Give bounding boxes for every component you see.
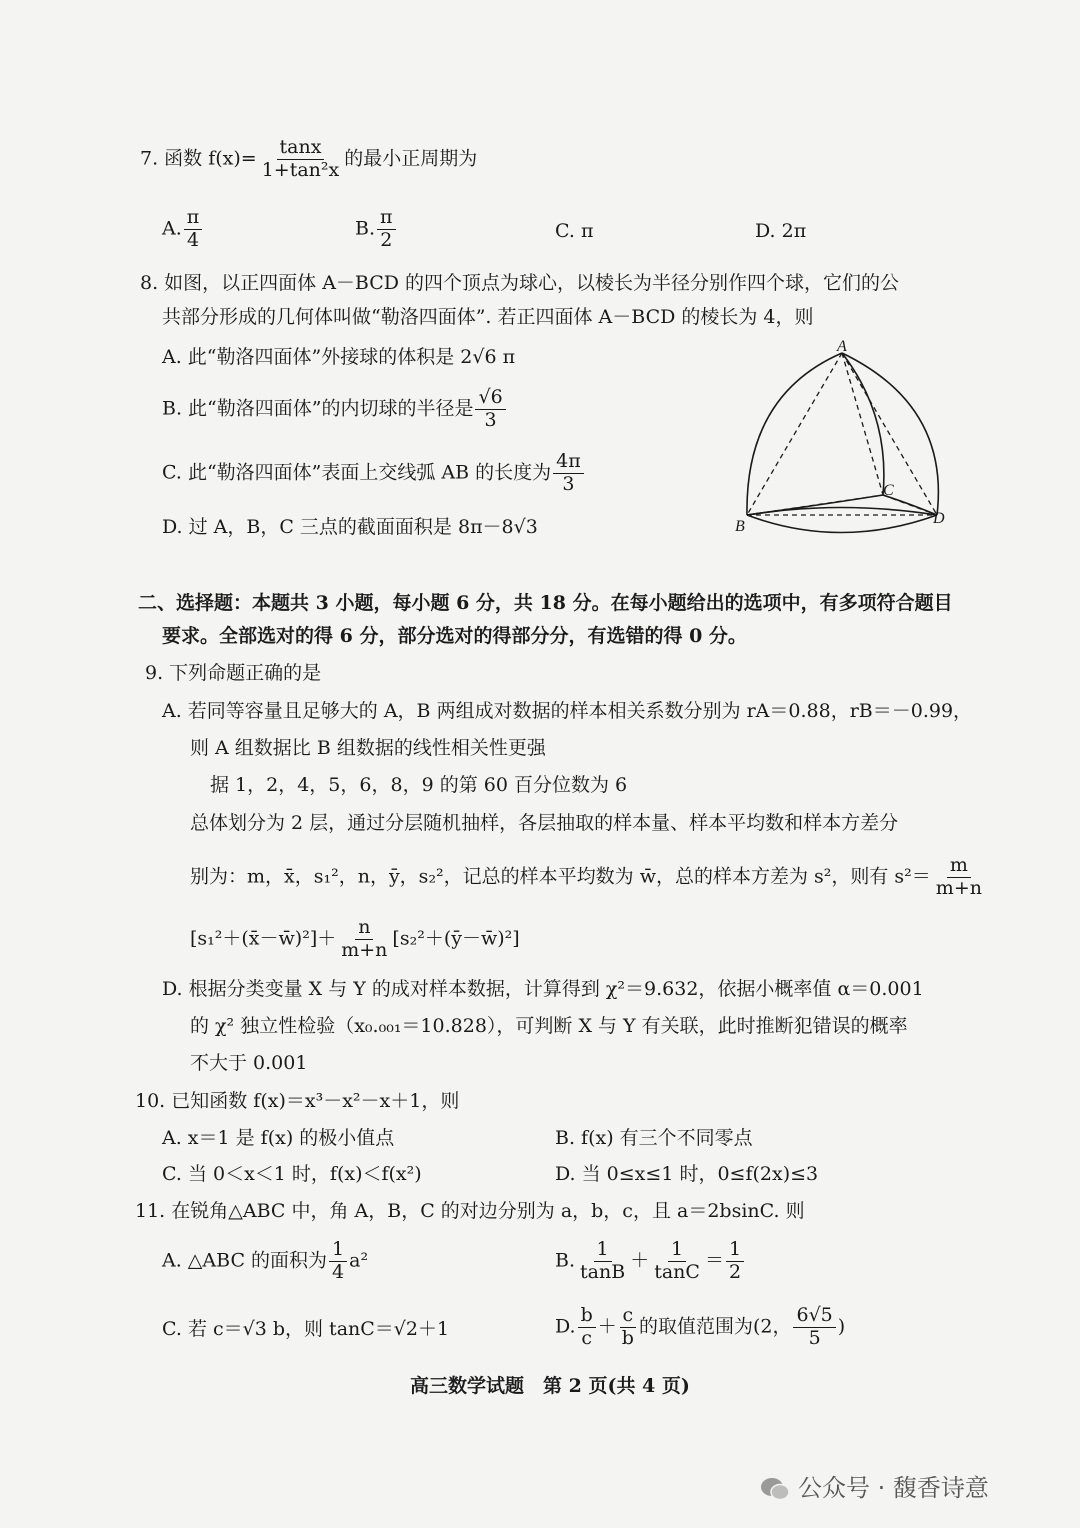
q10-option-c: C. 当 0＜x＜1 时，f(x)＜f(x²) <box>162 1163 422 1185</box>
q8-line1: 8. 如图，以正四面体 A－BCD 的四个顶点为球心，以棱长为半径分别作四个球，它们的公 <box>140 272 900 294</box>
q8-option-c: C. 此“勒洛四面体”表面上交线弧 AB 的长度为 $\frac{4\pi}{3}$ <box>162 452 586 495</box>
q8-option-a: A. 此“勒洛四面体”外接球的体积是 2√6 π <box>162 346 516 368</box>
q8-option-b: B. 此“勒洛四面体”的内切球的半径是 $\frac{√6}{3}$ <box>162 388 508 431</box>
q7-option-a: A. $\frac{\pi}{4}$ <box>162 208 204 251</box>
q9-option-d-line2: 的 χ² 独立性检验（x₀.₀₀₁＝10.828），可判断 X 与 Y 有关联，此时推断犯错误的概率 <box>190 1015 908 1037</box>
q7-fraction: $\frac{\tan x}{\text{1+tan²x}}$ <box>261 136 340 181</box>
q9-option-c-line2: 别为：m，x̄，s₁²，n，ȳ，s₂²，记总的样本平均数为 w̄，总的样本方差为 s²，则有 s²＝ $\frac{m}{m+n}$ <box>190 854 982 899</box>
arc-b-d-lower <box>747 515 937 533</box>
q11-option-d: D. $\frac{b}{c}$ ＋ $\frac{c}{b}$ 的取值范围为(2， $\frac{6√5}{5}$ ) <box>555 1304 846 1349</box>
vertex-c-label: C <box>883 482 894 499</box>
q9-option-b: 据 1，2，4，5，6，8，9 的第 60 百分位数为 6 <box>210 774 628 796</box>
q9-option-a-line2: 则 A 组数据比 B 组数据的线性相关性更强 <box>190 737 546 759</box>
edge-a-b <box>747 353 842 515</box>
q11-option-c: C. 若 c＝√3 b，则 tanC＝√2＋1 <box>162 1318 450 1340</box>
q10-option-a: A. x＝1 是 f(x) 的极小值点 <box>162 1127 395 1149</box>
q11-option-b: B. $\frac{1}{\tan B}$ ＋ $\frac{1}{\tan C}$ ＝ $\frac{1}{2}$ <box>555 1240 746 1283</box>
q9-option-d-line1: D. 根据分类变量 X 与 Y 的成对样本数据，计算得到 χ²＝9.632，依据小概率值 α＝0.001 <box>162 978 924 1000</box>
section2-line2: 要求。全部选对的得 6 分，部分选对的得部分分，有选错的得 0 分。 <box>162 625 747 647</box>
page-footer: 高三数学试题 第 2 页(共 4 页) <box>410 1375 690 1397</box>
q7-stem: 7. 函数 f(x)= $\frac{\tan x}{\text{1+tan²x}}$ 的最小正周期为 <box>140 136 478 181</box>
q7-option-c: C. π <box>555 220 594 242</box>
section2-line1: 二、选择题：本题共 3 小题，每小题 6 分，共 18 分。在每小题给出的选项中，有多项符合题目 <box>138 592 953 614</box>
vertex-b-label: B <box>735 518 745 535</box>
q10-stem: 10. 已知函数 f(x)＝x³－x²－x＋1，则 <box>135 1090 460 1112</box>
q8-option-d: D. 过 A，B，C 三点的截面面积是 8π－8√3 <box>162 516 538 538</box>
q9-option-c-line1: 总体划分为 2 层，通过分层随机抽样，各层抽取的样本量、样本平均数和样本方差分 <box>190 812 899 834</box>
q9-option-d-line3: 不大于 0.001 <box>190 1052 308 1074</box>
q9-option-a-line1: A. 若同等容量且足够大的 A，B 两组成对数据的样本相关系数分别为 rA＝0.88，rB＝－0.99， <box>162 700 973 722</box>
q11-stem: 11. 在锐角△ABC 中，角 A，B，C 的对边分别为 a，b，c，且 a＝2bsinC. 则 <box>135 1200 805 1222</box>
q10-option-b: B. f(x) 有三个不同零点 <box>555 1127 753 1149</box>
q8-line2: 共部分形成的几何体叫做“勒洛四面体”. 若正四面体 A－BCD 的棱长为 4，则 <box>162 306 814 328</box>
q10-option-d: D. 当 0≤x≤1 时，0≤f(2x)≤3 <box>555 1163 819 1185</box>
vertex-d-label: D <box>933 510 945 527</box>
q9-option-c-line3: [s₁²＋(x̄－w̄)²]＋ $\frac{n}{m+n}$ [s₂²＋(ȳ－w̄)²] <box>190 916 520 961</box>
reuleaux-tetrahedron-figure <box>725 335 965 555</box>
q11-option-a: A. △ABC 的面积为 $\frac{1}{4}$ a² <box>162 1238 369 1283</box>
q7-option-d: D. 2π <box>755 220 807 242</box>
q9-stem: 9. 下列命题正确的是 <box>145 662 322 684</box>
wechat-icon <box>760 1476 790 1502</box>
q7-option-b: B. $\frac{\pi}{2}$ <box>355 208 398 251</box>
vertex-a-label: A <box>837 338 847 355</box>
watermark: 公众号 · 馥香诗意 <box>760 1474 989 1503</box>
